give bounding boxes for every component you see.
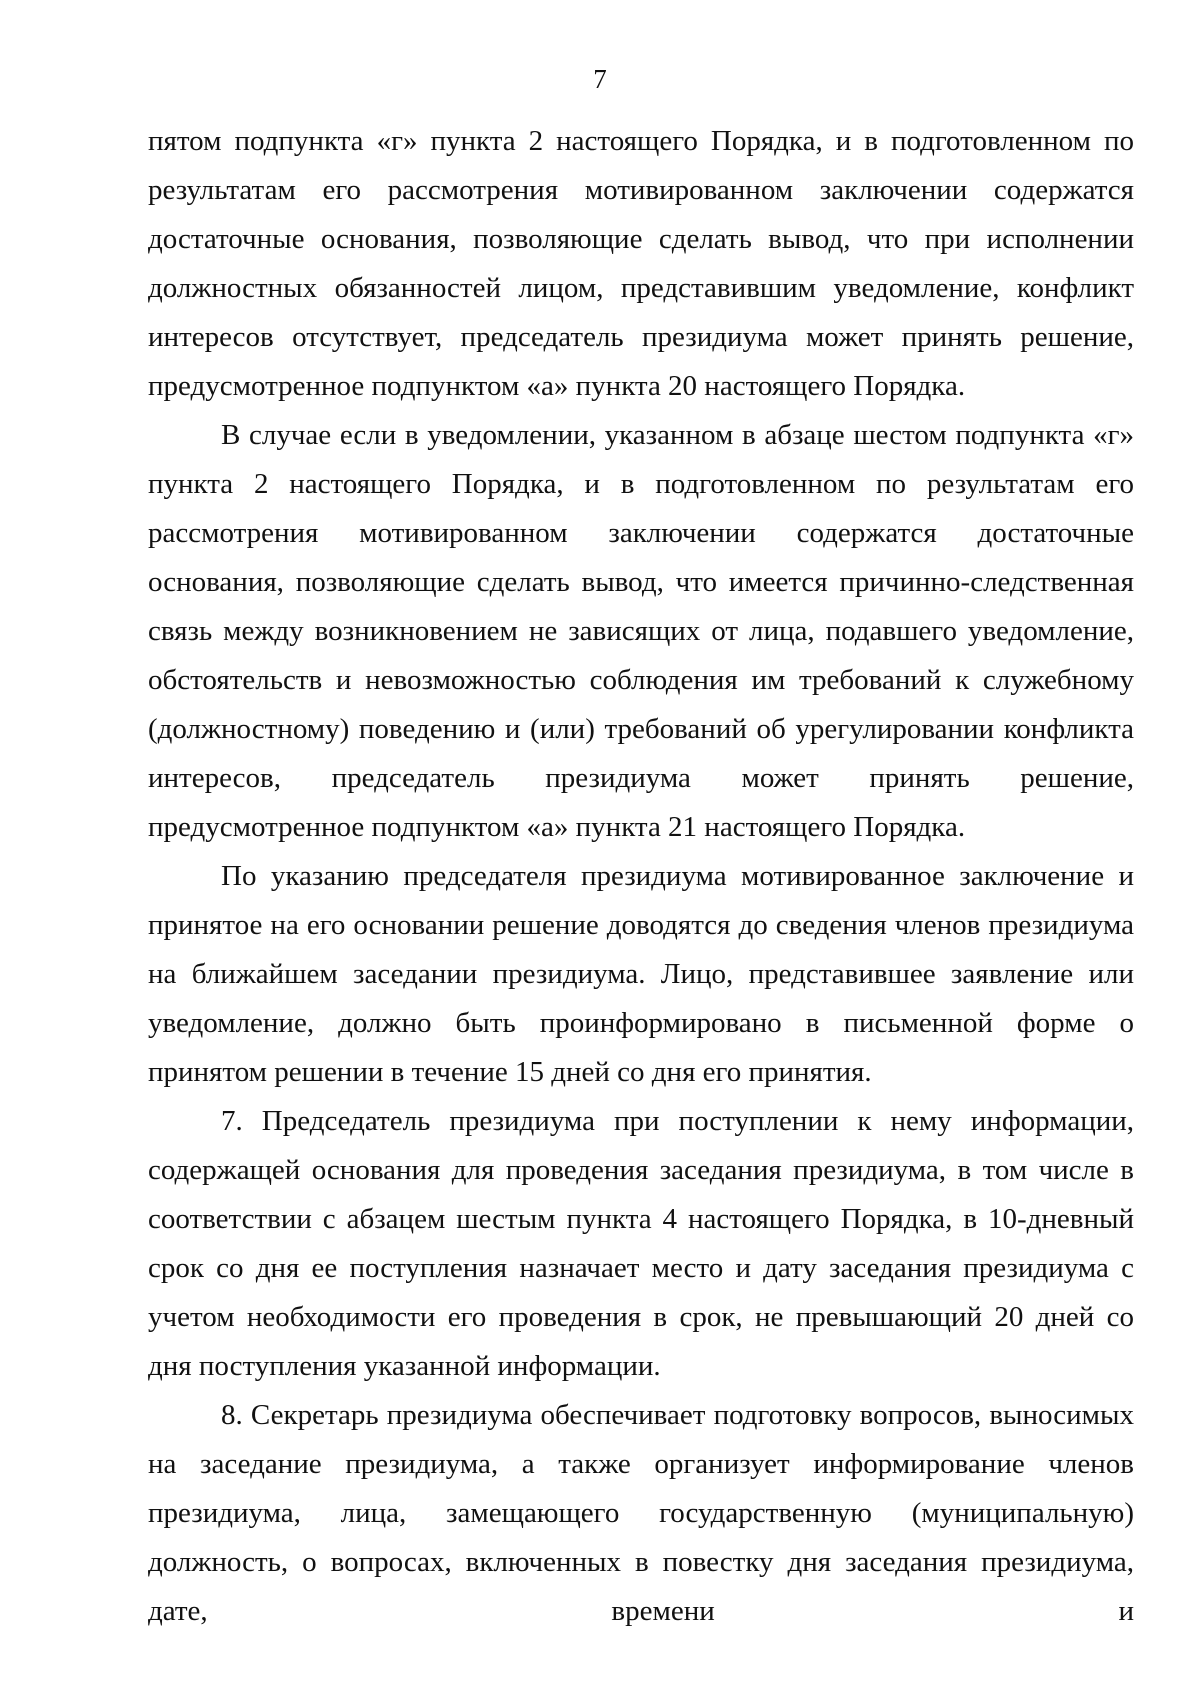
paragraph-notification-case: В случае если в уведомлении, указанном в абзаце шестом подпункта «г» пункта 2 настоящего Порядка, и в подготовленном по результатам его рассмотрения мотивированном заключении содержатся достаточные основания, позволяющие сделать вывод, что имеется причинно-следственная связь между возникновением не зависящих от лица, подавшего уведомление, обстоятельств и невозможностью соблюдения им требований к служебному (должностному) поведению и (или) требований об урегулировании конфликта интересов, председатель президиума может принять решение, предусмотренное подпунктом «а» пункта 21 настоящего Порядка.	[148, 419, 1134, 843]
paragraph-item-8: 8. Секретарь президиума обеспечивает подготовку вопросов, выносимых на заседание президиума, а также организует информирование членов президиума, лица, замещающего государственную (муниципальную) должность, о вопросах, включенных в повестку дня заседания президиума, дате, времени и	[148, 1399, 1134, 1627]
document-body	[148, 117, 1134, 1636]
paragraph-chair-instruction: По указанию председателя президиума мотивированное заключение и принятое на его основании решение доводятся до сведения членов президиума на ближайшем заседании президиума. Лицо, представившее заявление или уведомление, должно быть проинформировано в письменной форме о принятом решении в течение 15 дней со дня его принятия.	[148, 860, 1134, 1088]
paragraph-item-7: 7. Председатель президиума при поступлении к нему информации, содержащей основания для проведения заседания президиума, в том числе в соответствии с абзацем шестым пункта 4 настоящего Порядка, в 10-дневный срок со дня ее поступления назначает место и дату заседания президиума с учетом необходимости его проведения в срок, не превышающий 20 дней со дня поступления указанной информации.	[148, 1105, 1134, 1382]
paragraph-continuation: пятом подпункта «г» пункта 2 настоящего Порядка, и в подготовленном по результатам его рассмотрения мотивированном заключении содержатся достаточные основания, позволяющие сделать вывод, что при исполнении должностных обязанностей лицом, представившим уведомление, конфликт интересов отсутствует, председатель президиума может принять решение, предусмотренное подпунктом «а» пункта 20 настоящего Порядка.	[148, 125, 1134, 402]
page-number: 7	[593, 64, 607, 94]
